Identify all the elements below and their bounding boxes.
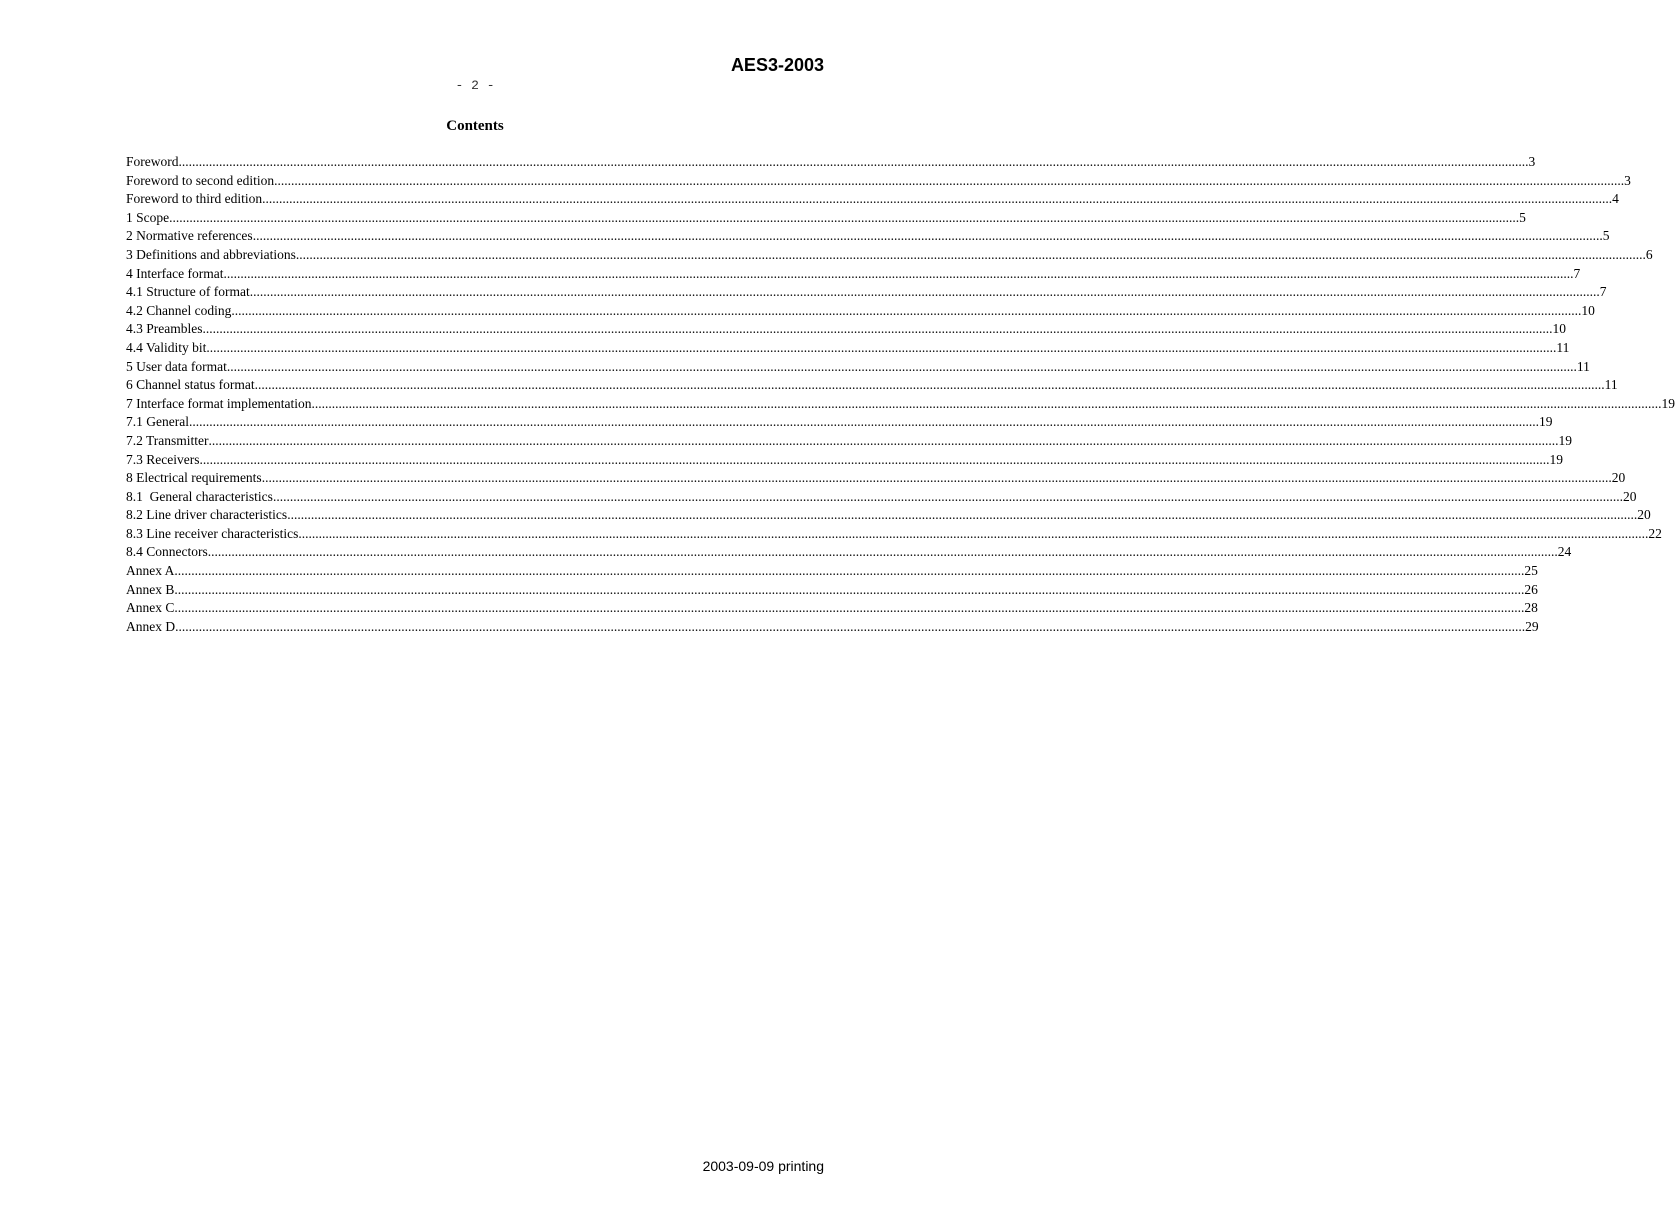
toc-entry-title: Annex A xyxy=(126,563,175,579)
toc-entry-title: 4.2 Channel coding xyxy=(126,302,232,318)
toc-entry-page: 29 xyxy=(1525,618,1539,634)
toc-dot-leader: ................................................................................................................................................................................................................................................................................................................................................................................................................ xyxy=(231,302,1582,318)
toc-entry[interactable] xyxy=(126,562,1538,581)
toc-entry-title: 8.2 Line driver characteristics xyxy=(126,507,288,523)
toc-entry-title: Foreword to third edition xyxy=(126,191,263,207)
toc-entry[interactable] xyxy=(126,190,1619,209)
toc-entry-page: 5 xyxy=(1602,228,1610,244)
toc-entry[interactable] xyxy=(126,227,1610,246)
toc-dot-leader: ................................................................................................................................................................................................................................................................................................................................................................................................................ xyxy=(252,228,1603,244)
toc-dot-leader: ................................................................................................................................................................................................................................................................................................................................................................................................................ xyxy=(262,191,1613,207)
toc-entry-page: 24 xyxy=(1557,544,1572,560)
toc-entry-title: Annex D xyxy=(126,618,176,634)
toc-entry-title: Foreword xyxy=(126,154,179,169)
toc-entry-title: 4.4 Validity bit xyxy=(126,339,207,355)
toc-entry-title: 7.2 Transmitter xyxy=(126,432,209,448)
toc-entry-page: 10 xyxy=(1581,302,1595,318)
toc-entry-title: 6 Channel status format xyxy=(126,377,255,393)
toc-dot-leader: ................................................................................................................................................................................................................................................................................................................................................................................................................ xyxy=(174,563,1525,579)
toc-entry-page: 7 xyxy=(1599,284,1607,300)
toc-entry-page: 11 xyxy=(1604,377,1618,393)
toc-dot-leader: ................................................................................................................................................................................................................................................................................................................................................................................................................ xyxy=(199,451,1550,467)
toc-entry[interactable] xyxy=(126,488,1637,507)
toc-entry[interactable] xyxy=(126,246,1653,265)
toc-entry-page: 19 xyxy=(1558,432,1573,448)
toc-entry-title: 2 Normative references xyxy=(126,228,253,244)
toc-entry-page: 19 xyxy=(1538,414,1553,430)
toc-entry-title: Annex B xyxy=(126,581,175,597)
toc-entry-page: 20 xyxy=(1622,488,1637,504)
toc-entry-page: 26 xyxy=(1524,581,1538,597)
toc-entry-page: 20 xyxy=(1637,507,1651,523)
toc-entry-page: 25 xyxy=(1524,563,1538,579)
toc-entry-title: 5 User data format xyxy=(126,358,227,374)
document-id: AES3-2003 xyxy=(730,55,824,75)
toc-entry-title: 7.1 General xyxy=(126,414,189,430)
toc-entry-page: 3 xyxy=(1528,154,1536,169)
toc-entry[interactable] xyxy=(126,413,1553,432)
toc-dot-leader: ................................................................................................................................................................................................................................................................................................................................................................................................................ xyxy=(223,265,1574,281)
toc-entry-page: 5 xyxy=(1519,209,1526,225)
contents-title: Contents xyxy=(446,118,504,134)
toc-entry-page: 19 xyxy=(1661,395,1675,411)
toc-entry[interactable] xyxy=(126,469,1626,488)
toc-entry[interactable] xyxy=(126,395,1675,414)
toc-dot-leader: ................................................................................................................................................................................................................................................................................................................................................................................................................ xyxy=(311,395,1662,411)
toc-dot-leader: ................................................................................................................................................................................................................................................................................................................................................................................................................ xyxy=(226,358,1577,374)
toc-entry-page: 22 xyxy=(1648,525,1662,541)
table-of-contents xyxy=(126,153,1675,636)
toc-dot-leader: ................................................................................................................................................................................................................................................................................................................................................................................................................ xyxy=(174,581,1525,597)
toc-dot-leader: ................................................................................................................................................................................................................................................................................................................................................................................................................ xyxy=(249,284,1600,300)
toc-entry-page: 11 xyxy=(1576,358,1590,374)
toc-entry[interactable] xyxy=(126,209,1526,228)
toc-entry[interactable] xyxy=(126,153,1536,172)
toc-entry-page: 3 xyxy=(1624,172,1631,188)
toc-dot-leader: ................................................................................................................................................................................................................................................................................................................................................................................................................ xyxy=(287,507,1638,523)
toc-entry-title: 1 Scope xyxy=(126,209,170,225)
toc-entry-title: 4.3 Preambles xyxy=(126,321,203,337)
toc-entry-title: 3 Definitions and abbreviations xyxy=(126,246,296,262)
toc-dot-leader: ................................................................................................................................................................................................................................................................................................................................................................................................................ xyxy=(298,525,1649,541)
toc-dot-leader: ................................................................................................................................................................................................................................................................................................................................................................................................................ xyxy=(272,488,1623,504)
toc-entry-title: 4 Interface format xyxy=(126,265,224,281)
page-number: - 2 - xyxy=(455,78,495,93)
toc-dot-leader: ................................................................................................................................................................................................................................................................................................................................................................................................................ xyxy=(175,618,1526,634)
toc-entry-title: 8.1 General characteristics xyxy=(126,488,273,504)
toc-entry-page: 11 xyxy=(1556,339,1570,355)
toc-entry-title: Annex C xyxy=(126,600,175,616)
toc-entry[interactable] xyxy=(126,320,1566,339)
toc-entry[interactable] xyxy=(126,358,1590,377)
toc-dot-leader: ................................................................................................................................................................................................................................................................................................................................................................................................................ xyxy=(169,209,1520,225)
toc-dot-leader: ................................................................................................................................................................................................................................................................................................................................................................................................................ xyxy=(188,414,1539,430)
toc-entry[interactable] xyxy=(126,506,1651,525)
toc-dot-leader: ................................................................................................................................................................................................................................................................................................................................................................................................................ xyxy=(254,377,1605,393)
toc-entry-title: 8.3 Line receiver characteristics xyxy=(126,525,299,541)
toc-dot-leader: ................................................................................................................................................................................................................................................................................................................................................................................................................ xyxy=(295,246,1646,262)
toc-entry-title: 8.4 Connectors xyxy=(126,544,208,560)
toc-entry[interactable] xyxy=(126,599,1538,618)
toc-entry-title: 7 Interface format implementation xyxy=(126,395,312,411)
toc-dot-leader: ................................................................................................................................................................................................................................................................................................................................................................................................................ xyxy=(202,321,1553,337)
toc-entry-title: 4.1 Structure of format xyxy=(126,284,250,300)
toc-entry-page: 10 xyxy=(1552,321,1566,337)
toc-entry[interactable] xyxy=(126,451,1563,470)
toc-entry-page: 7 xyxy=(1573,265,1581,281)
toc-entry-page: 28 xyxy=(1524,600,1538,616)
toc-dot-leader: ................................................................................................................................................................................................................................................................................................................................................................................................................ xyxy=(174,600,1525,616)
toc-entry-title: Foreword to second edition xyxy=(126,172,275,188)
toc-entry-title: 8 Electrical requirements xyxy=(126,470,262,486)
toc-dot-leader: ................................................................................................................................................................................................................................................................................................................................................................................................................ xyxy=(207,544,1558,560)
toc-entry[interactable] xyxy=(126,302,1595,321)
toc-entry[interactable] xyxy=(126,376,1618,395)
toc-entry[interactable] xyxy=(126,543,1572,562)
toc-entry[interactable] xyxy=(126,618,1539,637)
toc-entry[interactable] xyxy=(126,432,1573,451)
toc-entry-page: 20 xyxy=(1611,470,1626,486)
toc-dot-leader: ................................................................................................................................................................................................................................................................................................................................................................................................................ xyxy=(274,172,1625,188)
toc-entry[interactable] xyxy=(126,265,1581,284)
toc-entry-page: 6 xyxy=(1645,246,1653,262)
toc-entry-title: 7.3 Receivers xyxy=(126,451,200,467)
toc-entry[interactable] xyxy=(126,525,1662,544)
toc-dot-leader: ................................................................................................................................................................................................................................................................................................................................................................................................................ xyxy=(206,339,1557,355)
toc-dot-leader: ................................................................................................................................................................................................................................................................................................................................................................................................................ xyxy=(208,432,1559,448)
toc-entry-page: 4 xyxy=(1612,191,1619,207)
toc-entry[interactable] xyxy=(126,581,1538,600)
toc-entry-page: 19 xyxy=(1549,451,1563,467)
toc-entry[interactable] xyxy=(126,172,1631,191)
printing-date: 2003-09-09 printing xyxy=(702,1158,824,1174)
toc-entry[interactable] xyxy=(126,283,1607,302)
toc-dot-leader: ................................................................................................................................................................................................................................................................................................................................................................................................................ xyxy=(178,154,1529,169)
toc-dot-leader: ................................................................................................................................................................................................................................................................................................................................................................................................................ xyxy=(261,470,1612,486)
toc-entry[interactable] xyxy=(126,339,1570,358)
